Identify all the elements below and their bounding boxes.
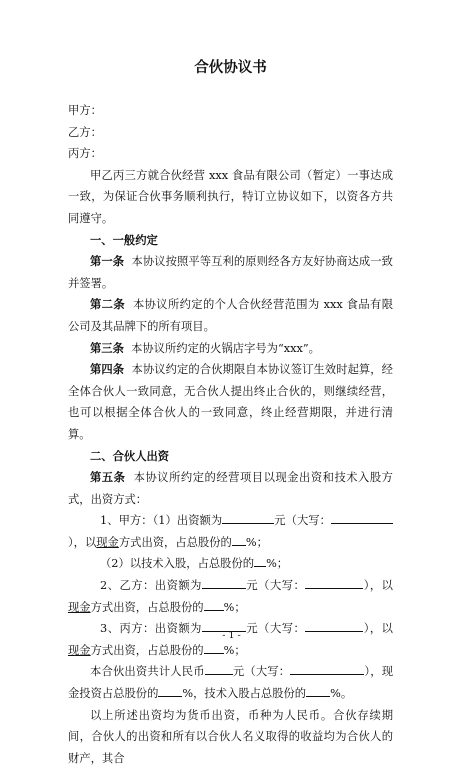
party-c-method-label: ），以	[363, 622, 393, 636]
total-cash-share-blank	[158, 683, 182, 697]
article-3	[68, 338, 393, 360]
party-c-share-label: 方式出资，占总股份的	[90, 643, 204, 657]
article-2-label: 第二条	[90, 298, 126, 312]
party-b-capital-label: 元（大写：	[245, 579, 306, 593]
preamble-paragraph: 甲乙丙三方就合伙经营 xxx 食品有限公司（暂定）一事达成一致，为保证合伙事务顺利执行，特订立协议如下，以资各方共同遵守。	[68, 168, 393, 225]
party-b-amount-blank	[202, 575, 246, 589]
party-a-contribution	[68, 510, 393, 553]
party-b-share-pct: %；	[223, 600, 246, 614]
party-a-share-label: 方式出资，占总股份的	[118, 535, 232, 549]
total-capital-label: 元（大写：	[232, 665, 291, 679]
party-a-method-label: ），以	[68, 535, 97, 549]
section-heading-general: 一、一般约定	[90, 233, 158, 247]
party-c-cash-word: 现金	[68, 643, 91, 657]
party-c-line: 丙方：	[68, 147, 102, 161]
party-b-capital-blank	[305, 575, 363, 589]
party-c-share-pct: %；	[223, 643, 246, 657]
party-a-tech-contribution	[68, 553, 393, 575]
document-title: 合伙协议书	[194, 60, 267, 76]
article-4-text: 本协议约定的合伙期限自本协议签订生效时起算，经全体合伙人一致同意，无合伙人提出终止合伙的，则继续经营，也可以根据全体合伙人的一致同意，终止经营期限，并进行清算。	[68, 363, 393, 441]
total-amount-label: 本合伙出资共计人民币	[90, 665, 205, 679]
party-a-cash-word: 现金	[96, 535, 119, 549]
party-a-tech-label: （2）以技术入股，占总股份的	[100, 557, 255, 571]
party-a-share-pct: %；	[245, 535, 268, 549]
party-a-capital-label: 元（大写：	[274, 514, 331, 528]
party-b-share-blank	[204, 597, 224, 611]
party-a-amount-blank	[222, 510, 274, 524]
article-3-text: 本协议所约定的火锅店字号为“xxx”。	[131, 341, 320, 355]
article-4-label: 第四条	[90, 363, 125, 377]
article-4	[68, 359, 393, 445]
total-tech-share-pct: %。	[330, 687, 353, 701]
article-5	[68, 467, 393, 510]
article-1	[68, 251, 393, 294]
total-tech-share-blank	[306, 683, 330, 697]
article-3-label: 第三条	[90, 341, 124, 355]
total-tech-share-label: %，技术入股占总股份的	[182, 687, 307, 701]
article-5-label: 第五条	[90, 471, 126, 485]
page-number: - 1 -	[222, 630, 241, 641]
article-2-text: 本协议所约定的个人合伙经营范围为 xxx 食品有限公司及其品牌下的所有项目。	[68, 298, 393, 333]
section-heading-contribution: 二、合伙人出资	[90, 449, 170, 463]
article-1-label: 第一条	[90, 255, 125, 269]
party-a-amount-label: 1、甲方：（1）出资额为	[100, 514, 223, 528]
party-c-amount-label: 3、丙方：出资额为	[100, 622, 202, 636]
party-b-cash-word: 现金	[68, 600, 91, 614]
party-a-line: 甲方：	[68, 104, 102, 117]
party-b-amount-label: 2、乙方：出资额为	[100, 579, 202, 593]
article-1-text: 本协议按照平等互利的原则经各方友好协商达成一致并签署。	[68, 255, 393, 290]
total-contribution	[68, 661, 393, 704]
article-2	[68, 294, 393, 337]
party-b-contribution	[68, 575, 393, 618]
party-b-share-label: 方式出资，占总股份的	[90, 600, 204, 614]
party-a-capital-blank	[331, 510, 393, 524]
closing-paragraph: 以上所述出资均为货币出资，币种为人民币。合伙存续期间，合伙人的出资和所有以合伙人名义取得的收益均为合伙人的财产，其合	[68, 708, 393, 765]
total-amount-blank	[205, 661, 233, 675]
party-a-tech-blank	[254, 553, 266, 567]
total-capital-blank	[290, 661, 364, 675]
total-cash-share-label: ），现金投资占总股份的	[68, 665, 393, 701]
party-b-method-label: ），以	[363, 579, 393, 593]
party-a-tech-pct: %；	[266, 557, 289, 571]
party-b-line: 乙方：	[68, 125, 102, 139]
article-5-text: 本协议所约定的经营项目以现金出资和技术入股方式，出资方式：	[68, 471, 393, 506]
party-a-share-blank	[232, 532, 246, 546]
party-c-capital-label: 元（大写：	[245, 622, 306, 636]
